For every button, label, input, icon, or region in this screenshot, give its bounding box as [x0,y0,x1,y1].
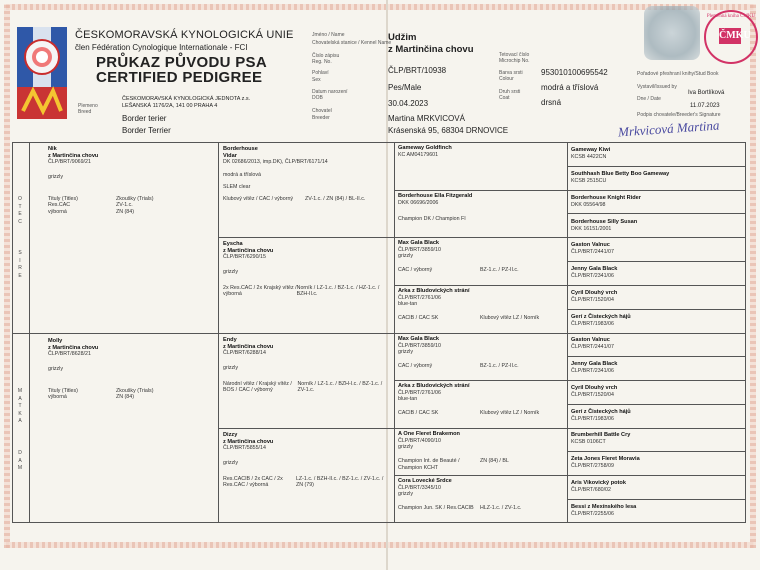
gen4-cell-11: Cyril Dlouhý vrch ČLP/BRT/1520/04 [571,385,618,398]
breeder-label-en: Breeder [312,115,330,121]
grid-g3-4 [394,475,745,476]
grid-right [745,142,746,522]
right-decorative-border [750,4,756,548]
dog-dob: 30.04.2023 [388,99,429,108]
gen3-cell-8: Cora Lovecké Srdce ČLP/BRT/3345/10 grizzly Champion Jun. SK / Res.CACIB HLZ-1.c. / ZV-1.c. [398,478,522,512]
grid-col3 [394,142,395,522]
breeder-label: Chovatel [312,108,332,114]
reg-label-en: Reg. No. [312,59,332,65]
gen4-cell-15: Aris Vikovický potok ČLP/BRT/680/02 [571,480,626,493]
grid-col2 [218,142,219,522]
cmku-fci-logo [17,27,67,119]
sex-label-en: Sex [312,77,321,83]
club-address: LEŠANSKÁ 1176/2A, 141 00 PRAHA 4 [122,103,218,109]
grid-g2-2 [218,428,745,429]
breeder-signature-label: Podpis chovatele/Breeder's Signature [637,112,721,118]
grid-g4 [567,213,745,214]
breed-en: Border Terrier [122,126,171,135]
grid-g2-1 [218,237,745,238]
gen4-cell-3: Borderhouse Knight Rider DKK 05564/98 [571,195,641,208]
matka-label: M A T K A [17,388,23,424]
coat-label: Druh srsti [499,89,521,95]
breeder-address: Krásenská 95, 68304 DRNOVICE [388,126,509,135]
gen4-cell-16: Bessi z Mexínského lesa ČLP/BRT/2255/06 [571,504,637,517]
gen4-cell-7: Cyril Dlouhý vrch ČLP/BRT/1520/04 [571,290,618,303]
top-decorative-border [6,4,754,10]
dog-kennel: z Martinčina chovu [388,44,474,55]
grid-col4 [567,142,568,522]
grid-sect-col [29,142,30,522]
tattoo-label-en: Microchip No. [499,58,530,64]
stud-book-stamp: Plemenná kniha ČMKU ČMKU [704,10,758,64]
sire-sire-cell: Borderhouse Vidar DK 02686/2013, imp.DK), ČLP/BRT/6171/14 modrá a tříslová SLEM clear Klubový vítěz / CAC / výborný ZV-1.c. / ZN (84) / BL-II.c. [223,146,366,203]
grid-g4 [567,499,745,500]
gen3-cell-7: A One Fleret Brakemon ČLP/BRT/4090/10 grizzly Champion Int. de Beauté / Champion KCHT ZN (84) / BL [398,431,509,471]
breed-cz: Border terier [122,114,167,123]
microchip-no: 953010100695542 [541,68,608,77]
gen4-cell-6: Jenny Gala Black ČLP/BRT/2341/06 [571,266,618,279]
sex-label: Pohlaví [312,70,329,76]
breeder-name: Martina MRKVICOVÁ [388,114,465,123]
dam-dam-cell: Dizzy z Martinčina chovu ČLP/BRT/5855/14 grizzly Res.CACIB / 2x CAC / 2x Res.CAC / výborná LZ-1.c. / BZH-II.c. / BZ-1.c. / ZV-1.c. / ZN (79) [223,432,384,489]
grid-top [12,142,746,143]
grid-g3-3 [394,380,745,381]
gen4-cell-9: Gaston Valnuc ČLP/BRT/2441/07 [571,337,614,350]
gen3-cell-6: Arka z Bludovických strání ČLP/BRT/2761/06 blue-tan CACIB / CAC SK Klubový vítěz LZ / Norník [398,383,540,417]
sire-cell: Nik z Martinčina chovu ČLP/BRT/9069/21 grizzly Tituly (Titles) Res.CAC výborná Zkoušky (Trials) ZV-1.c. ZN (84) [48,146,154,215]
dog-reg-no: ČLP/BRT/10938 [388,66,447,75]
stud-book-label: Pořadové přeshraní knihy/Stud Book [637,71,719,77]
grid-g4 [567,309,745,310]
otec-label: O T E C [18,196,22,225]
grid-g3-2 [394,285,745,286]
club-name: ČESKOMORAVSKÁ KYNOLOGICKÁ JEDNOTA z.s. [122,96,251,102]
reg-label: Číslo zápisu [312,53,340,59]
grid-g4 [567,451,745,452]
sire-label: S I R E [18,250,22,279]
gen3-cell-1: Gameway Goldfinch KC AM04179601 [398,145,452,158]
gen4-cell-8: Gerí z Čisteckých hájů ČLP/BRT/1983/06 [571,314,631,327]
title-cz: PRŮKAZ PŮVODU PSA [96,54,267,71]
dam-cell: Molly z Martinčina chovu ČLP/BRT/8628/21 grizzly Tituly (Titles) výborná Zkoušky (Trials) ZN (84) [48,338,154,401]
grid-g4 [567,356,745,357]
dam-sire-cell: Endy z Martinčina chovu ČLP/BRT/6288/14 grizzly Národní vítěz / Krajský vítěz / BOS / CAC / výborný Norník / LZ-1.c. / BZH-I.c. / BZ-1.c. / ZV-1.c. [223,337,383,394]
dob-label: Datum narození [312,89,348,95]
gen3-cell-5: Max Gala Black ČLP/BRT/3859/10 grizzly CAC / výborný BZ-1.c. / PZ-II.c. [398,336,519,370]
plemeno-label: Plemeno [78,103,98,109]
gen4-cell-13: Brumberhill Battle Cry KCSB 0106CT [571,432,631,445]
issue-date: 11.07.2023 [690,103,720,109]
bottom-decorative-border [6,542,754,548]
dog-sex: Pes/Male [388,83,422,92]
dog-name: Udžim [388,32,417,43]
breeder-signature: Mrkvicová Martina [617,117,720,140]
issued-by: Iva Bortlíková [688,90,725,96]
gen4-cell-14: Zeta Jones Fleret Moravia ČLP/BRT/2758/09 [571,456,640,469]
grid-bottom [12,522,746,523]
gen4-cell-1: Gameway Kiwi KCSB 4422CN [571,147,611,160]
dob-label-en: DOB [312,95,323,101]
dog-colour: modrá a tříslová [541,83,599,92]
dog-coat: drsná [541,98,562,107]
fci-member-line: člen Fédération Cynologique Internationale - FCI [75,43,248,52]
gen4-cell-12: Gerí z Čisteckých hájů ČLP/BRT/1983/06 [571,409,631,422]
coat-label-en: Coat [499,95,510,101]
name-label: Jméno / Name [312,32,345,38]
gen4-cell-5: Gaston Valnuc ČLP/BRT/2441/07 [571,242,614,255]
kennel-label: Chovatelská stanice / Kennel Name [312,40,392,46]
gen3-cell-2: Borderhouse Ella Fitzgerald DKK 06696/2006 Champion DK / Champion FI [398,193,473,223]
colour-label: Barva srsti [499,70,523,76]
tattoo-label: Tetovací číslo [499,52,530,58]
grid-g4 [567,404,745,405]
gen3-cell-3: Max Gala Black ČLP/BRT/3859/10 grizzly CAC / výborný BZ-1.c. / PZ-II.c. [398,240,519,274]
dam-label: D A M [17,450,23,471]
title-en: CERTIFIED PEDIGREE [96,69,263,86]
gen4-cell-2: Southhash Blue Betty Boo Gameway KCSB 2515CU [571,171,670,184]
grid-left [12,142,13,522]
grid-g3-1 [394,190,745,191]
grid-g4 [567,166,745,167]
grid-g4 [567,261,745,262]
grid-mid [12,333,746,334]
gen3-cell-4: Arka z Bludovických strání ČLP/BRT/2761/06 blue-tan CACIB / CAC SK Klubový vítěz LZ / Norník [398,288,540,322]
gen4-cell-4: Borderhouse Silly Susan DKK 16151/2001 [571,219,638,232]
left-decorative-border [4,4,10,548]
gen4-cell-10: Jenny Gala Black ČLP/BRT/2341/06 [571,361,618,374]
union-name: ČESKOMORAVSKÁ KYNOLOGICKÁ UNIE [75,29,294,41]
issued-by-label: Vystavil/Issued by [637,84,677,90]
breed-label: Breed [78,109,92,115]
colour-label-en: Colour [499,76,514,82]
hologram-stamp [644,6,700,60]
sire-dam-cell: Eyscha z Martinčina chovu ČLP/BRT/6290/15 grizzly 2x Res.CAC / 2x Krajský vítěz / výborná Norník / LZ-1.c. / BZ-1.c. / HZ-1.c. / BZH-II.c. [223,241,380,298]
date-label: Dne / Date [637,96,661,102]
